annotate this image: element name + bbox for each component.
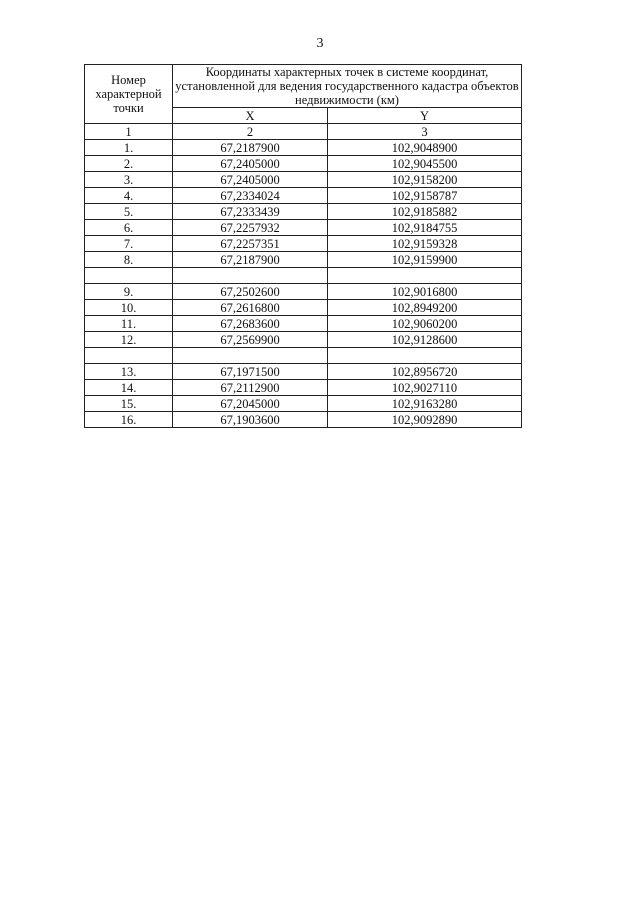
- point-number-cell: 12.: [85, 332, 173, 348]
- table-row: [85, 172, 522, 188]
- table-row: [85, 140, 522, 156]
- y-coordinate-cell: 102,9045500: [328, 156, 522, 172]
- table-row: [85, 156, 522, 172]
- point-number-cell: 14.: [85, 380, 173, 396]
- empty-cell: [85, 348, 173, 364]
- point-number-cell: 6.: [85, 220, 173, 236]
- y-coordinate-cell: 102,9185882: [328, 204, 522, 220]
- point-number-cell: 9.: [85, 284, 173, 300]
- coordinates-header: Координаты характерных точек в системе координат, установленной для ведения государственного кадастра объектов недвижимости (км): [173, 65, 522, 108]
- empty-cell: [328, 268, 522, 284]
- separator-row: [85, 348, 522, 364]
- y-coordinate-cell: 102,9158200: [328, 172, 522, 188]
- y-coordinate-cell: 102,9184755: [328, 220, 522, 236]
- column-index-3: 3: [328, 124, 522, 140]
- x-coordinate-cell: 67,2502600: [173, 284, 328, 300]
- coordinates-table: [84, 64, 522, 428]
- point-number-cell: 16.: [85, 412, 173, 428]
- y-coordinate-cell: 102,9048900: [328, 140, 522, 156]
- y-coordinate-cell: 102,9027110: [328, 380, 522, 396]
- y-coordinate-cell: 102,9128600: [328, 332, 522, 348]
- x-coordinate-cell: 67,2683600: [173, 316, 328, 332]
- empty-cell: [173, 268, 328, 284]
- x-coordinate-cell: 67,2187900: [173, 252, 328, 268]
- x-coordinate-cell: 67,2616800: [173, 300, 328, 316]
- y-coordinate-cell: 102,9163280: [328, 396, 522, 412]
- empty-cell: [328, 348, 522, 364]
- point-number-cell: 13.: [85, 364, 173, 380]
- empty-cell: [85, 268, 173, 284]
- column-index-2: 2: [173, 124, 328, 140]
- y-header: Y: [328, 108, 522, 124]
- table-row: [85, 396, 522, 412]
- y-coordinate-cell: 102,9016800: [328, 284, 522, 300]
- point-number-cell: 11.: [85, 316, 173, 332]
- table-row: [85, 252, 522, 268]
- point-number-header: Номер характерной точки: [85, 65, 173, 124]
- y-coordinate-cell: 102,9158787: [328, 188, 522, 204]
- x-coordinate-cell: 67,2569900: [173, 332, 328, 348]
- table-row: [85, 364, 522, 380]
- point-number-cell: 8.: [85, 252, 173, 268]
- point-number-cell: 1.: [85, 140, 173, 156]
- x-coordinate-cell: 67,2405000: [173, 156, 328, 172]
- y-coordinate-cell: 102,9159328: [328, 236, 522, 252]
- table-header: [85, 65, 522, 140]
- table-row: [85, 284, 522, 300]
- column-index-1: 1: [85, 124, 173, 140]
- separator-row: [85, 268, 522, 284]
- point-number-cell: 10.: [85, 300, 173, 316]
- table-row: [85, 220, 522, 236]
- y-coordinate-cell: 102,9092890: [328, 412, 522, 428]
- y-coordinate-cell: 102,9159900: [328, 252, 522, 268]
- y-coordinate-cell: 102,8956720: [328, 364, 522, 380]
- page-number: 3: [316, 36, 324, 51]
- point-number-cell: 2.: [85, 156, 173, 172]
- empty-cell: [173, 348, 328, 364]
- y-coordinate-cell: 102,8949200: [328, 300, 522, 316]
- x-coordinate-cell: 67,1971500: [173, 364, 328, 380]
- table-body: [85, 140, 522, 428]
- x-coordinate-cell: 67,2045000: [173, 396, 328, 412]
- y-coordinate-cell: 102,9060200: [328, 316, 522, 332]
- table-row: [85, 332, 522, 348]
- x-coordinate-cell: 67,2334024: [173, 188, 328, 204]
- point-number-cell: 15.: [85, 396, 173, 412]
- table-row: [85, 204, 522, 220]
- x-coordinate-cell: 67,2187900: [173, 140, 328, 156]
- table-row: [85, 412, 522, 428]
- x-coordinate-cell: 67,2112900: [173, 380, 328, 396]
- x-coordinate-cell: 67,2405000: [173, 172, 328, 188]
- point-number-cell: 3.: [85, 172, 173, 188]
- x-coordinate-cell: 67,2257932: [173, 220, 328, 236]
- x-coordinate-cell: 67,2333439: [173, 204, 328, 220]
- point-number-cell: 7.: [85, 236, 173, 252]
- point-number-cell: 5.: [85, 204, 173, 220]
- table-row: [85, 380, 522, 396]
- table-row: [85, 188, 522, 204]
- table-row: [85, 300, 522, 316]
- x-header: X: [173, 108, 328, 124]
- x-coordinate-cell: 67,1903600: [173, 412, 328, 428]
- table-row: [85, 316, 522, 332]
- table-row: [85, 236, 522, 252]
- x-coordinate-cell: 67,2257351: [173, 236, 328, 252]
- point-number-cell: 4.: [85, 188, 173, 204]
